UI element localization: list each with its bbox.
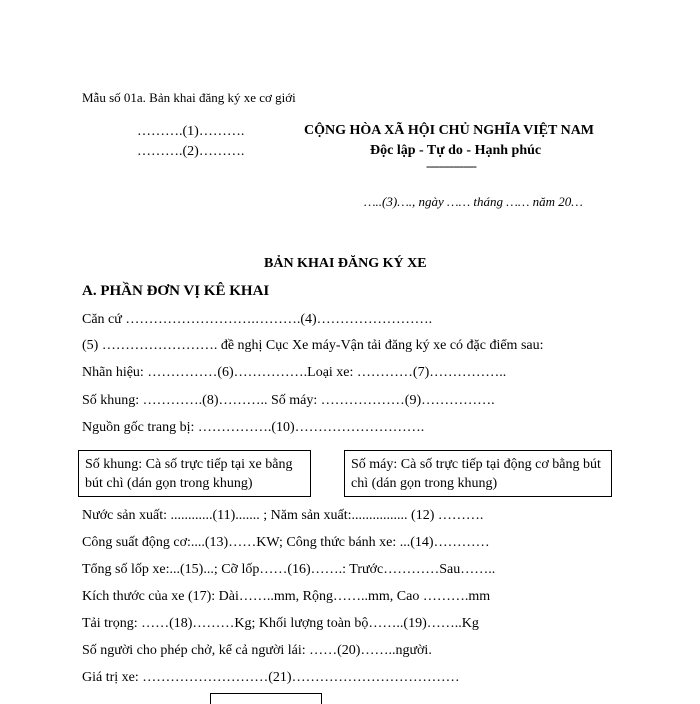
frame-number-box: Số khung: Cà số trực tiếp tại xe bằng bút chì (dán gọn trong khung) bbox=[78, 450, 311, 497]
bottom-box bbox=[210, 693, 322, 704]
line-nguon-goc: Nguồn gốc trang bị: …………….(10)………………………. bbox=[82, 420, 425, 435]
line-nuoc-san-xuat: Nước sản xuất: ............(11)....... ; Năm sản xuất:................ (12) ………. bbox=[82, 508, 484, 523]
motto-rule: --------------- bbox=[426, 158, 476, 173]
line-so-khung: Số khung: ………….(8)……….. Số máy: ………………(9)……………. bbox=[82, 393, 495, 408]
engine-number-box: Số máy: Cà số trực tiếp tại động cơ bằng bút chì (dán gọn trong khung) bbox=[344, 450, 612, 497]
line-so-nguoi: Số người cho phép chở, kể cả người lái: ……(20)……..người. bbox=[82, 643, 432, 658]
line-tai-trong: Tải trọng: ……(18)………Kg; Khối lượng toàn bộ……..(19)……..Kg bbox=[82, 616, 479, 631]
line-can-cu: Căn cứ ……………………….……….(4)……………………. bbox=[82, 312, 433, 327]
agency-line-2: ……….(2)………. bbox=[137, 144, 245, 159]
line-gia-tri: Giá trị xe: ………………………(21)……………………………… bbox=[82, 670, 460, 685]
place-date: …..(3)…., ngày …… tháng …… năm 20… bbox=[364, 194, 583, 209]
line-nhan-hieu: Nhãn hiệu: ……………(6)…………….Loại xe: …………(7)…………….. bbox=[82, 365, 507, 380]
line-de-nghi: (5) ……………………. đề nghị Cục Xe máy-Vận tải đăng ký xe có đặc điểm sau: bbox=[82, 338, 544, 353]
line-kich-thuoc: Kích thước của xe (17): Dài……..mm, Rộng……..mm, Cao ……….mm bbox=[82, 589, 491, 604]
line-cong-suat: Công suất động cơ:....(13)……KW; Công thức bánh xe: ...(14)………… bbox=[82, 535, 490, 550]
section-a-heading: A. PHẦN ĐƠN VỊ KÊ KHAI bbox=[82, 283, 270, 299]
line-lop-xe: Tổng số lốp xe:...(15)...; Cỡ lốp……(16)…….: Trước…………Sau…….. bbox=[82, 562, 496, 577]
national-motto: Độc lập - Tự do - Hạnh phúc bbox=[370, 143, 542, 158]
form-code: Mẫu số 01a. Bản khai đăng ký xe cơ giới bbox=[82, 90, 296, 105]
document-title: BẢN KHAI ĐĂNG KÝ XE bbox=[264, 256, 427, 271]
agency-line-1: ……….(1)………. bbox=[137, 124, 245, 139]
national-title: CỘNG HÒA XÃ HỘI CHỦ NGHĨA VIỆT NAM bbox=[304, 123, 595, 138]
